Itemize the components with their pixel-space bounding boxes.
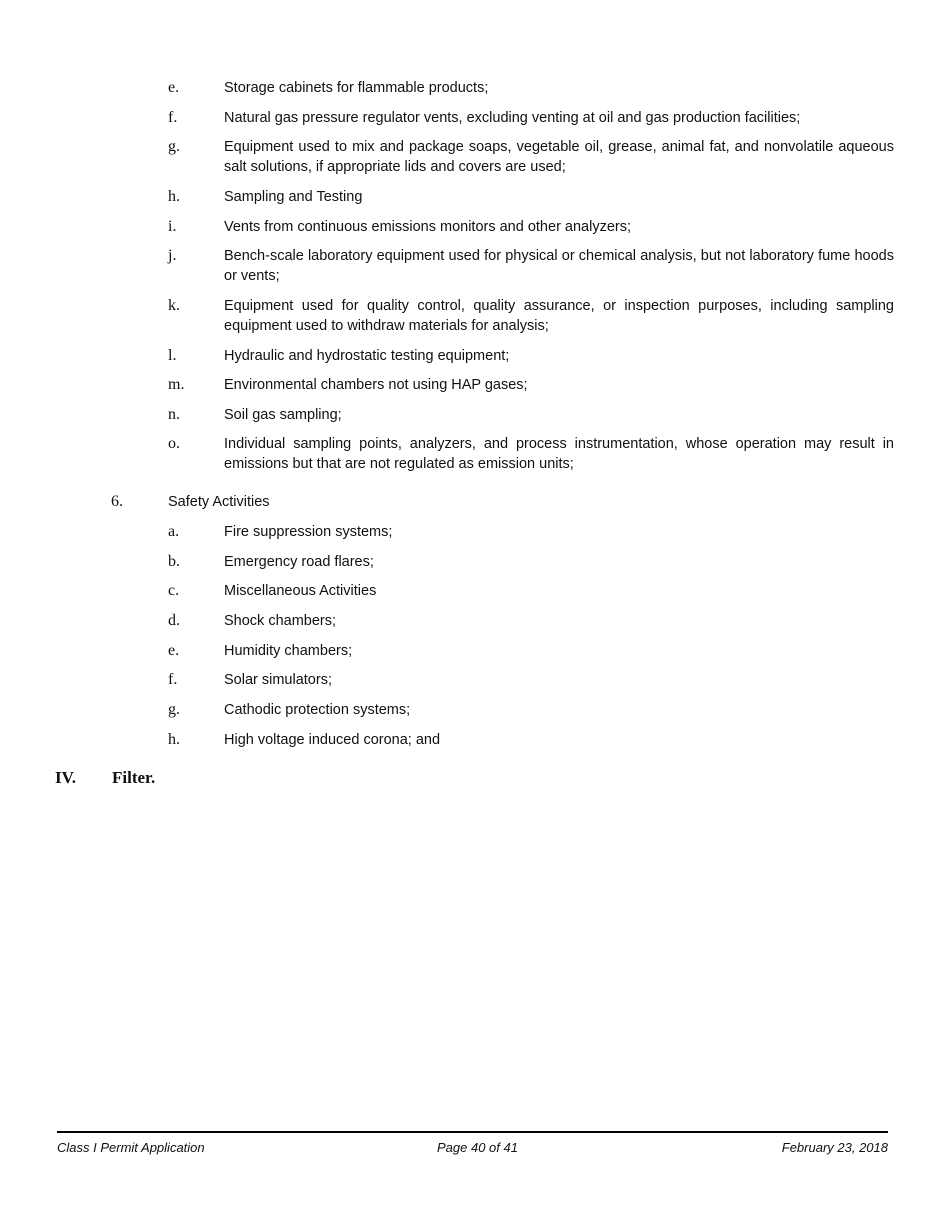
footer-divider: [57, 1131, 888, 1133]
item-marker: f.: [168, 109, 178, 126]
item-marker: k.: [168, 297, 180, 314]
item-text: Equipment used for quality control, quality assurance, or inspection purposes, including sampling equipment used to withdraw materials for analysis;: [224, 298, 894, 334]
section-title: Filter.: [112, 768, 156, 787]
item-marker: g.: [168, 701, 180, 718]
item-text: Shock chambers;: [224, 613, 337, 629]
item-text: Natural gas pressure regulator vents, excluding venting at oil and gas production facilities;: [224, 110, 801, 126]
item-text: Equipment used to mix and package soaps, vegetable oil, grease, animal fat, and nonvolatile aqueous salt solutions, if appropriate lids and covers are used;: [224, 139, 894, 175]
item-marker: h.: [168, 188, 180, 205]
item-text: Soil gas sampling;: [224, 407, 342, 423]
section-number: IV.: [55, 768, 76, 787]
item-text: High voltage induced corona; and: [224, 732, 441, 748]
item-marker: f.: [168, 671, 178, 688]
item-text: Vents from continuous emissions monitors and other analyzers;: [224, 219, 632, 235]
item-marker: d.: [168, 612, 180, 629]
item-text: Solar simulators;: [224, 672, 332, 688]
item-marker: b.: [168, 553, 180, 570]
item-text: Hydraulic and hydrostatic testing equipment;: [224, 348, 510, 364]
footer-date: February 23, 2018: [781, 1140, 888, 1155]
item-marker: m.: [168, 376, 185, 393]
item-marker: o.: [168, 435, 180, 452]
item-text: Cathodic protection systems;: [224, 702, 411, 718]
item-marker: 6.: [111, 493, 123, 510]
item-marker: a.: [168, 523, 180, 540]
item-text: Storage cabinets for flammable products;: [224, 80, 489, 96]
item-marker: g.: [168, 138, 180, 155]
item-text: Emergency road flares;: [224, 554, 374, 570]
item-marker: j.: [168, 247, 177, 264]
item-marker: h.: [168, 731, 180, 748]
item-text: Individual sampling points, analyzers, and process instrumentation, whose operation may result in emissions but that are not regulated as emission units;: [224, 436, 894, 472]
item-marker: e.: [168, 642, 180, 659]
item-text: Fire suppression systems;: [224, 524, 393, 540]
item-marker: e.: [168, 79, 180, 96]
item-text: Humidity chambers;: [224, 643, 353, 659]
item-text: Miscellaneous Activities: [224, 583, 377, 599]
item-text: Environmental chambers not using HAP gases;: [224, 377, 528, 393]
item-text: Safety Activities: [168, 494, 270, 510]
item-text: Bench-scale laboratory equipment used for physical or chemical analysis, but not laboratory fume hoods or vents;: [224, 248, 894, 284]
footer-document-title: Class I Permit Application: [57, 1140, 205, 1155]
footer-page-number: Page 40 of 41: [437, 1140, 518, 1155]
item-marker: n.: [168, 406, 180, 423]
item-marker: c.: [168, 582, 180, 599]
item-marker: i.: [168, 218, 177, 235]
item-marker: l.: [168, 347, 177, 364]
item-text: Sampling and Testing: [224, 189, 363, 205]
